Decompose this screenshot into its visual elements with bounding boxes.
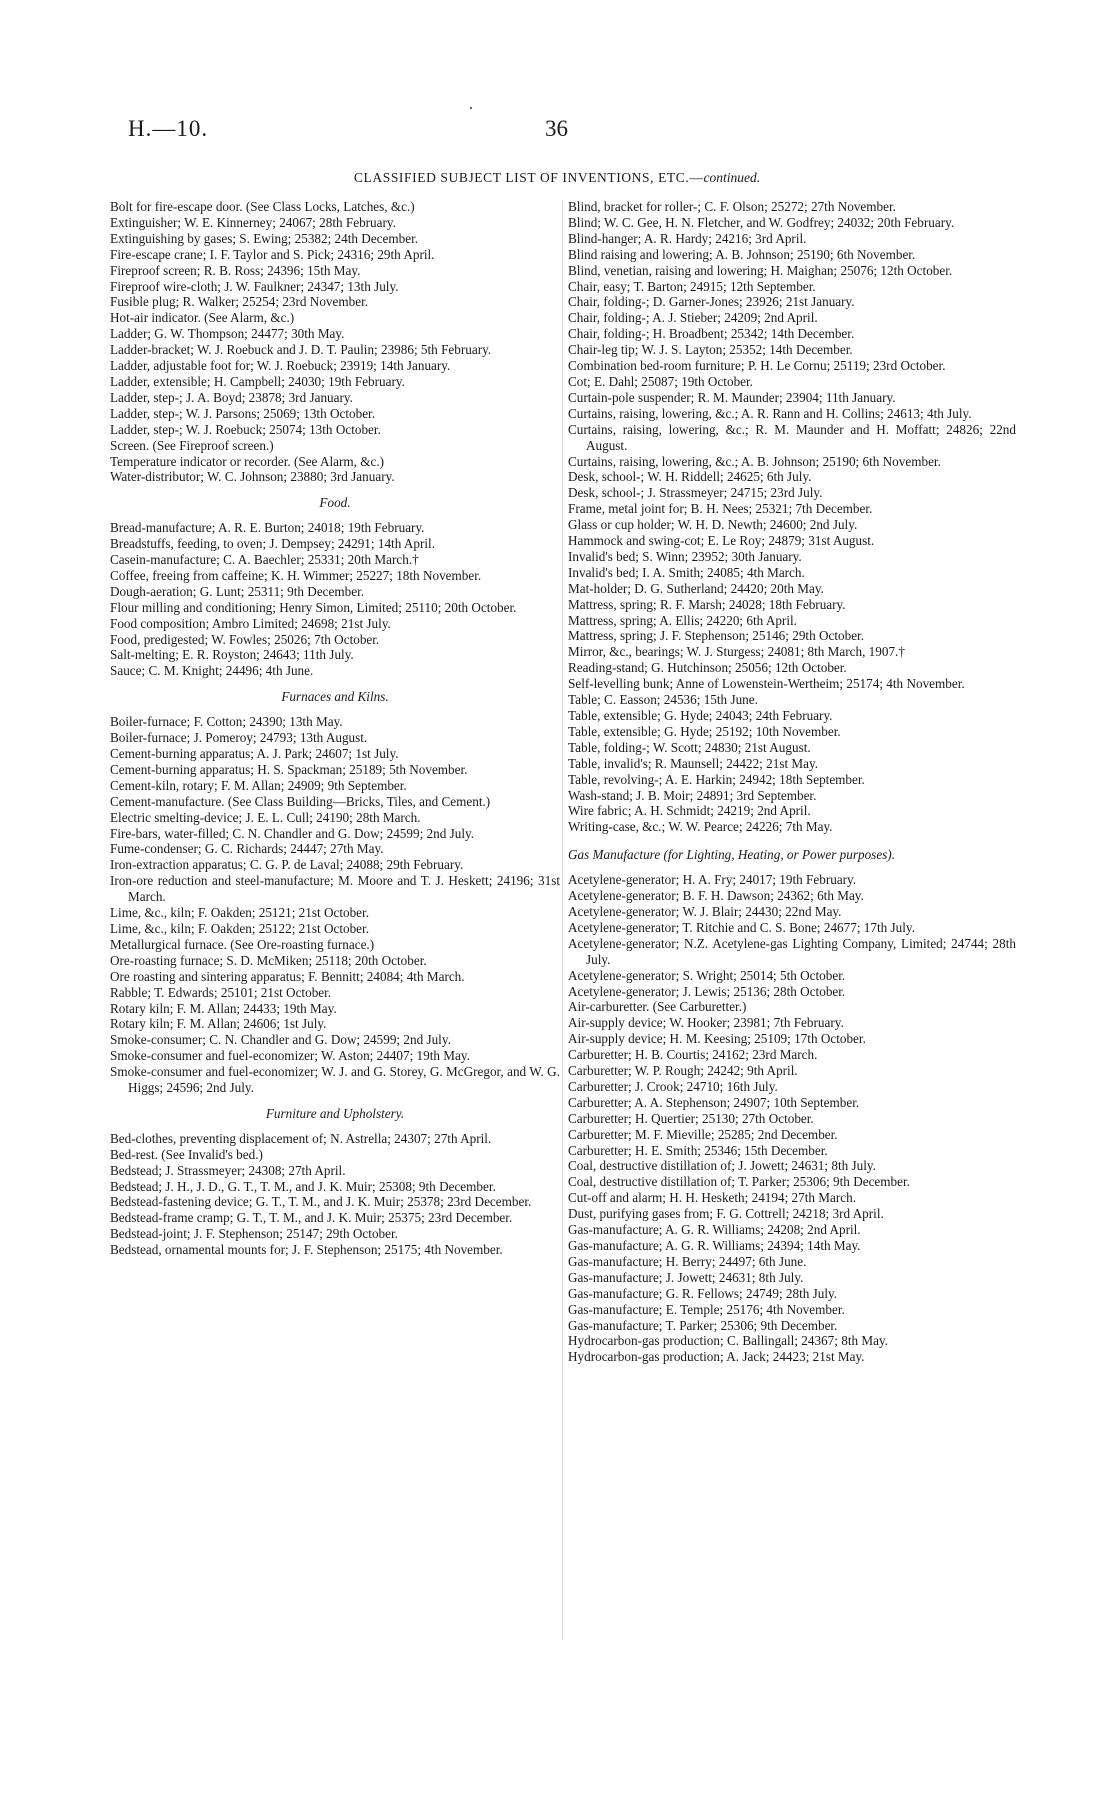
- list-entry: Gas-manufacture; G. R. Fellows; 24749; 28th July.: [568, 1285, 838, 1301]
- list-entry: Food composition; Ambro Limited; 24698; 21st July.: [110, 615, 391, 631]
- section-title-furniture: Furniture and Upholstery.: [265, 1105, 405, 1121]
- list-entry: Blind raising and lowering; A. B. Johnson; 25190; 6th November.: [568, 246, 916, 262]
- list-entry: Fire-escape crane; I. F. Taylor and S. Pick; 24316; 29th April.: [110, 246, 435, 262]
- list-entry: Bolt for fire-escape door. (See Class Locks, Latches, &c.): [110, 199, 415, 214]
- list-entry: Breadstuffs, feeding, to oven; J. Dempsey; 24291; 14th April.: [110, 536, 436, 552]
- list-entry: Ladder, step-; W. J. Parsons; 25069; 13th October.: [110, 405, 376, 421]
- list-entry: Carburetter; H. Quertier; 25130; 27th October.: [568, 1110, 814, 1126]
- list-entry: Acetylene-generator; B. F. H. Dawson; 24362; 6th May.: [568, 888, 864, 904]
- list-entry: Curtains, raising, lowering, &c.; R. M. Maunder and H. Moffatt; 24826; 22nd August.: [568, 421, 1016, 453]
- heading-main: CLASSIFIED SUBJECT LIST OF INVENTIONS, ETC.—: [353, 170, 704, 185]
- list-entry: Salt-melting; E. R. Royston; 24643; 11th July.: [110, 647, 354, 663]
- list-entry: Curtains, raising, lowering, &c.; A. B. Johnson; 25190; 6th November.: [568, 453, 941, 469]
- list-entry: Flour milling and conditioning; Henry Simon, Limited; 25110; 20th October.: [110, 599, 517, 615]
- list-entry: Fume-condenser; G. C. Richards; 24447; 27th May.: [110, 841, 384, 857]
- list-entry: Bread-manufacture; A. R. E. Burton; 24018; 19th February.: [110, 520, 425, 536]
- food-list: [110, 520, 560, 679]
- list-entry: Rabble; T. Edwards; 25101; 21st October.: [110, 984, 332, 1000]
- list-entry: Bedstead, ornamental mounts for; J. F. Stephenson; 25175; 4th November.: [110, 1242, 503, 1258]
- list-entry: Fusible plug; R. Walker; 25254; 23rd November.: [110, 294, 369, 310]
- section-title-furnaces: Furnaces and Kilns.: [281, 689, 389, 705]
- list-entry: Dust, purifying gases from; F. G. Cottrell; 24218; 3rd April.: [568, 1206, 884, 1222]
- list-entry: Glass or cup holder; W. H. D. Newth; 24600; 2nd July.: [568, 517, 858, 533]
- list-entry: Blind, venetian, raising and lowering; H. Maighan; 25076; 12th October.: [568, 262, 953, 278]
- list-entry: Table, revolving-; A. E. Harkin; 24942; 18th September.: [568, 771, 865, 787]
- section-title-food: Food.: [319, 495, 351, 511]
- list-entry: Carburetter; M. F. Mieville; 25285; 2nd December.: [568, 1126, 838, 1142]
- list-entry: Bedstead-joint; J. F. Stephenson; 25147; 29th October.: [110, 1226, 398, 1242]
- right-column: [568, 199, 1016, 1365]
- fire-appliances-list: [110, 199, 560, 485]
- list-entry: Air-carburetter. (See Carburetter.): [568, 999, 747, 1015]
- list-entry: Mirror, &c., bearings; W. J. Sturgess; 24081; 8th March, 1907.†: [568, 644, 905, 660]
- list-entry: Coffee, freeing from caffeine; K. H. Wimmer; 25227; 18th November.: [110, 567, 482, 583]
- list-entry: Invalid's bed; S. Winn; 23952; 30th January.: [568, 548, 802, 564]
- list-entry: Extinguisher; W. E. Kinnerney; 24067; 28th February.: [110, 214, 396, 230]
- list-entry: Smoke-consumer and fuel-economizer; W. Aston; 24407; 19th May.: [110, 1048, 470, 1064]
- list-entry: Table, extensible; G. Hyde; 25192; 10th November.: [568, 723, 841, 739]
- list-entry: Acetylene-generator; N.Z. Acetylene-gas Lighting Company, Limited; 24744; 28th July.: [568, 935, 1016, 967]
- list-entry: Table, folding-; W. Scott; 24830; 21st August.: [568, 739, 811, 755]
- list-entry: Gas-manufacture; A. G. R. Williams; 24394; 14th May.: [568, 1238, 861, 1253]
- list-entry: Carburetter; J. Crook; 24710; 16th July.: [568, 1078, 778, 1094]
- list-entry: Acetylene-generator; H. A. Fry; 24017; 19th February.: [568, 872, 857, 888]
- list-entry: Invalid's bed; I. A. Smith; 24085; 4th March.: [568, 564, 805, 580]
- list-entry: Acetylene-generator; J. Lewis; 25136; 28th October.: [568, 983, 846, 999]
- list-entry: Fireproof screen; R. B. Ross; 24396; 15th May.: [110, 262, 361, 278]
- list-entry: Cut-off and alarm; H. H. Hesketh; 24194; 27th March.: [568, 1190, 856, 1206]
- furnaces-list: [110, 714, 560, 1096]
- list-entry: Gas-manufacture; A. G. R. Williams; 24208; 2nd April.: [568, 1222, 861, 1238]
- list-entry: Iron-extraction apparatus; C. G. P. de Laval; 24088; 29th February.: [110, 857, 464, 873]
- list-entry: Ladder-bracket; W. J. Roebuck and J. D. T. Paulin; 23986; 5th February.: [110, 342, 492, 358]
- list-entry: Mattress, spring; R. F. Marsh; 24028; 18th February.: [568, 596, 846, 612]
- list-entry: Wash-stand; J. B. Moir; 24891; 3rd September.: [568, 787, 817, 803]
- list-entry: Boiler-furnace; J. Pomeroy; 24793; 13th August.: [110, 730, 368, 746]
- list-entry: Bedstead; J. Strassmeyer; 24308; 27th April.: [110, 1162, 346, 1178]
- list-entry: Ore roasting and sintering apparatus; F. Bennitt; 24084; 4th March.: [110, 968, 465, 984]
- list-entry: Gas-manufacture; T. Parker; 25306; 9th December.: [568, 1317, 838, 1333]
- furniture-list-right: [568, 199, 1016, 835]
- list-entry: Cot; E. Dahl; 25087; 19th October.: [568, 373, 753, 389]
- column-divider: [562, 200, 563, 1640]
- list-entry: Chair-leg tip; W. J. S. Layton; 25352; 14th December.: [568, 342, 853, 358]
- list-entry: Hydrocarbon-gas production; A. Jack; 24423; 21st May.: [568, 1349, 865, 1365]
- list-entry: Chair, easy; T. Barton; 24915; 12th September.: [568, 278, 816, 294]
- list-entry: Fireproof wire-cloth; J. W. Faulkner; 24347; 13th July.: [110, 278, 399, 294]
- list-entry: Cement-kiln, rotary; F. M. Allan; 24909; 9th September.: [110, 777, 407, 793]
- list-entry: Bed-clothes, preventing displacement of; N. Astrella; 24307; 27th April.: [110, 1130, 492, 1146]
- list-entry: Cement-burning apparatus; H. S. Spackman; 25189; 5th November.: [110, 761, 468, 777]
- list-entry: Temperature indicator or recorder. (See Alarm, &c.): [110, 453, 385, 469]
- list-entry: Reading-stand; G. Hutchinson; 25056; 12th October.: [568, 660, 847, 676]
- list-entry: Chair, folding-; A. J. Stieber; 24209; 2nd April.: [568, 310, 818, 326]
- list-entry: Gas-manufacture; E. Temple; 25176; 4th November.: [568, 1301, 845, 1317]
- gas-manufacture-list: [568, 872, 1016, 1365]
- list-entry: Metallurgical furnace. (See Ore-roasting furnace.): [110, 936, 375, 952]
- list-entry: Mat-holder; D. G. Sutherland; 24420; 20th May.: [568, 580, 824, 596]
- list-entry: Sauce; C. M. Knight; 24496; 4th June.: [110, 663, 314, 679]
- list-entry: Ladder, step-; W. J. Roebuck; 25074; 13th October.: [110, 421, 381, 437]
- list-entry: Bedstead; J. H., J. D., G. T., T. M., and J. K. Muir; 25308; 9th December.: [110, 1178, 496, 1194]
- list-entry: Frame, metal joint for; B. H. Nees; 25321; 7th December.: [568, 501, 873, 517]
- list-entry: Mattress, spring; A. Ellis; 24220; 6th April.: [568, 612, 797, 628]
- list-entry: Rotary kiln; F. M. Allan; 24606; 1st July.: [110, 1016, 327, 1032]
- list-entry: Carburetter; A. A. Stephenson; 24907; 10th September.: [568, 1094, 860, 1110]
- list-entry: Ladder, extensible; H. Campbell; 24030; 19th February.: [110, 373, 405, 389]
- list-entry: Gas-manufacture; J. Jowett; 24631; 8th July.: [568, 1269, 804, 1285]
- list-entry: Ore-roasting furnace; S. D. McMiken; 25118; 20th October.: [110, 952, 427, 968]
- list-entry: Chair, folding-; D. Garner-Jones; 23926; 21st January.: [568, 294, 855, 310]
- furniture-list-left: [110, 1131, 560, 1258]
- list-entry: Lime, &c., kiln; F. Oakden; 25121; 21st October.: [110, 905, 369, 921]
- list-entry: Table, extensible; G. Hyde; 24043; 24th February.: [568, 708, 833, 723]
- list-entry: Hammock and swing-cot; E. Le Roy; 24879; 31st August.: [568, 533, 875, 549]
- list-entry: Fire-bars, water-filled; C. N. Chandler and G. Dow; 24599; 2nd July.: [110, 825, 475, 841]
- list-entry: Table; C. Easson; 24536; 15th June.: [568, 692, 758, 708]
- list-entry: Self-levelling bunk; Anne of Lowenstein-Wertheim; 25174; 4th November.: [568, 676, 965, 692]
- list-entry: Bed-rest. (See Invalid's bed.): [110, 1146, 263, 1162]
- report-reference: H.—10.: [128, 116, 209, 141]
- list-entry: Cement-manufacture. (See Class Building—Bricks, Tiles, and Cement.): [110, 793, 491, 809]
- list-entry: Carburetter; H. B. Courtis; 24162; 23rd March.: [568, 1047, 818, 1063]
- list-entry: Curtain-pole suspender; R. M. Maunder; 23904; 11th January.: [568, 389, 896, 405]
- list-entry: Air-supply device; H. M. Keesing; 25109; 17th October.: [568, 1031, 866, 1047]
- list-entry: Smoke-consumer; C. N. Chandler and G. Dow; 24599; 2nd July.: [110, 1032, 451, 1048]
- list-entry: Ladder, step-; J. A. Boyd; 23878; 3rd January.: [110, 389, 353, 405]
- list-entry: Cement-burning apparatus; A. J. Park; 24607; 1st July.: [110, 746, 399, 761]
- list-entry: Writing-case, &c.; W. W. Pearce; 24226; 7th May.: [568, 819, 833, 835]
- list-entry: Acetylene-generator; S. Wright; 25014; 5th October.: [568, 967, 846, 983]
- list-entry: Bedstead-frame cramp; G. T., T. M., and J. K. Muir; 25375; 23rd December.: [110, 1210, 513, 1226]
- list-entry: Food, predigested; W. Fowles; 25026; 7th October.: [110, 631, 380, 647]
- list-entry: Ladder; G. W. Thompson; 24477; 30th May.: [110, 326, 345, 342]
- list-entry: Dough-aeration; G. Lunt; 25311; 9th December.: [110, 583, 365, 599]
- list-entry: Lime, &c., kiln; F. Oakden; 25122; 21st October.: [110, 920, 369, 936]
- list-entry: Acetylene-generator; T. Ritchie and C. S. Bone; 24677; 17th July.: [568, 919, 915, 935]
- list-entry: Curtains, raising, lowering, &c.; A. R. Rann and H. Collins; 24613; 4th July.: [568, 405, 972, 421]
- list-entry: Extinguishing by gases; S. Ewing; 25382; 24th December.: [110, 230, 419, 246]
- page-number: 36: [545, 116, 568, 141]
- list-entry: Blind, bracket for roller-; C. F. Olson; 25272; 27th November.: [568, 199, 896, 214]
- list-entry: Table, invalid's; R. Maunsell; 24422; 21st May.: [568, 755, 819, 771]
- list-entry: Boiler-furnace; F. Cotton; 24390; 13th May.: [110, 714, 343, 730]
- list-entry: Desk, school-; W. H. Riddell; 24625; 6th July.: [568, 469, 812, 485]
- list-entry: Blind-hanger; A. R. Hardy; 24216; 3rd April.: [568, 230, 807, 246]
- section-title-gas: Gas Manufacture (for Lighting, Heating, or Power purposes).: [568, 847, 895, 863]
- list-entry: Screen. (See Fireproof screen.): [110, 437, 274, 453]
- list-entry: Bedstead-fastening device; G. T., T. M., and J. K. Muir; 25378; 23rd December.: [110, 1194, 532, 1210]
- page-heading: [0, 170, 1114, 186]
- list-entry: Gas-manufacture; H. Berry; 24497; 6th June.: [568, 1253, 807, 1269]
- list-entry: Mattress, spring; J. F. Stephenson; 25146; 29th October.: [568, 628, 865, 644]
- list-entry: Hydrocarbon-gas production; C. Ballingall; 24367; 8th May.: [568, 1333, 888, 1349]
- list-entry: Carburetter; W. P. Rough; 24242; 9th April.: [568, 1063, 798, 1079]
- list-entry: Blind; W. C. Gee, H. N. Fletcher, and W. Godfrey; 24032; 20th February.: [568, 214, 955, 230]
- list-entry: Acetylene-generator; W. J. Blair; 24430; 22nd May.: [568, 903, 842, 919]
- list-entry: Combination bed-room furniture; P. H. Le Cornu; 25119; 23rd October.: [568, 358, 946, 374]
- list-entry: Coal, destructive distillation of; T. Parker; 25306; 9th December.: [568, 1174, 910, 1190]
- list-entry: Ladder, adjustable foot for; W. J. Roebuck; 23919; 14th January.: [110, 358, 451, 374]
- list-entry: Coal, destructive distillation of; J. Jowett; 24631; 8th July.: [568, 1158, 876, 1174]
- list-entry: Casein-manufacture; C. A. Baechler; 25331; 20th March.†: [110, 552, 419, 568]
- print-mark: [470, 107, 472, 109]
- list-entry: Wire fabric; A. H. Schmidt; 24219; 2nd April.: [568, 803, 811, 819]
- list-entry: Rotary kiln; F. M. Allan; 24433; 19th May.: [110, 1000, 337, 1016]
- list-entry: Chair, folding-; H. Broadbent; 25342; 14th December.: [568, 326, 855, 342]
- left-column: [110, 199, 560, 1258]
- list-entry: Water-distributor; W. C. Johnson; 23880; 3rd January.: [110, 469, 395, 485]
- list-entry: Electric smelting-device; J. E. L. Cull; 24190; 28th March.: [110, 809, 421, 825]
- heading-continued: continued.: [703, 170, 761, 185]
- list-entry: Desk, school-; J. Strassmeyer; 24715; 23rd July.: [568, 485, 823, 501]
- list-entry: Air-supply device; W. Hooker; 23981; 7th February.: [568, 1015, 844, 1031]
- list-entry: Hot-air indicator. (See Alarm, &c.): [110, 310, 295, 326]
- list-entry: Iron-ore reduction and steel-manufacture; M. Moore and T. J. Heskett; 24196; 31st March.: [110, 873, 560, 905]
- list-entry: Carburetter; H. E. Smith; 25346; 15th December.: [568, 1142, 828, 1158]
- list-entry: Smoke-consumer and fuel-economizer; W. J. and G. Storey, G. McGregor, and W. G. Higgs; 24596; 2nd July.: [110, 1064, 560, 1096]
